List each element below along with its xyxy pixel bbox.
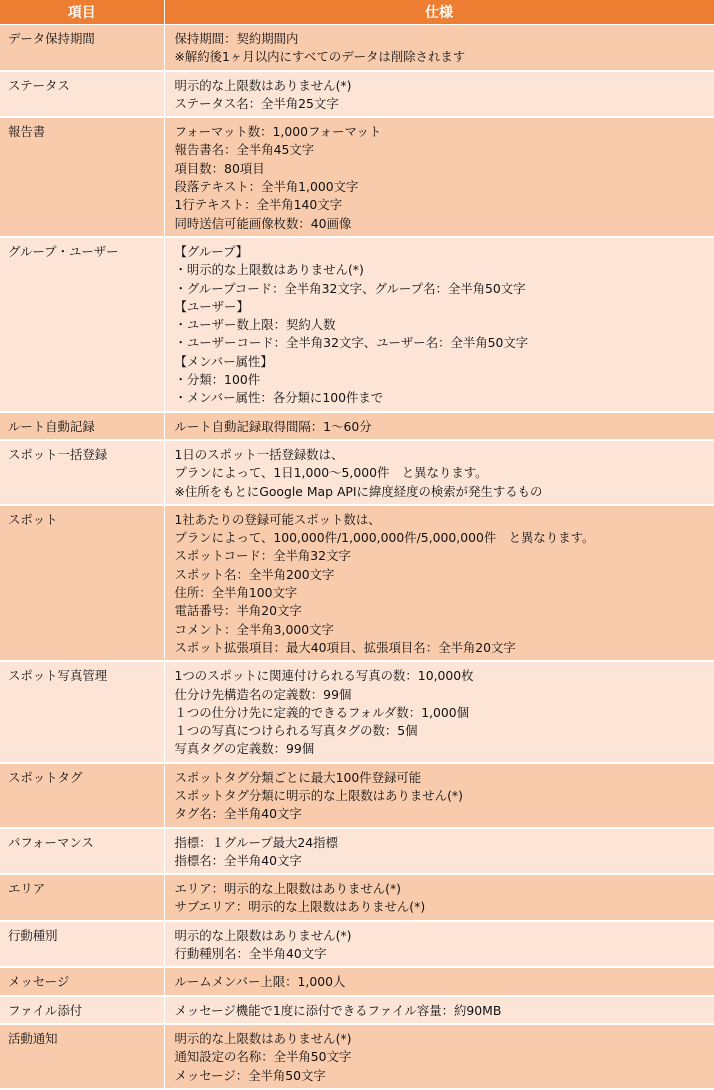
table-header-row [0, 0, 714, 25]
spec-line: コメント：全半角3,000文字 [174, 621, 334, 637]
spec-line: １つの写真につけられる写真タグの数：5個 [174, 723, 418, 739]
spec-line: プランによって、100,000件/1,000,000件/5,000,000件 と異なります。 [174, 530, 595, 546]
row-item-label: グループ・ユーザー [0, 237, 164, 412]
spec-line: プランによって、1日1,000〜5,000件 と異なります。 [174, 465, 488, 481]
spec-line: 段落テキスト：全半角1,000文字 [174, 179, 359, 195]
spec-line: 1行テキスト：全半角140文字 [174, 197, 343, 213]
spec-line: 写真タグの定義数：99個 [174, 741, 315, 757]
spec-line: メッセージ：全半角50文字 [174, 1067, 326, 1083]
spec-line: 仕分け先構造名の定義数：99個 [174, 686, 352, 702]
spec-line: スポットタグ分類に明示的な上限数はありません(*) [174, 787, 463, 803]
row-spec-cell [164, 237, 714, 412]
table-row [0, 996, 714, 1024]
row-spec-cell [164, 412, 714, 440]
spec-line: 指標：１グループ最大24指標 [174, 834, 338, 850]
table-row [0, 440, 714, 505]
spec-line: ステータス名：全半角25文字 [174, 95, 339, 111]
table-row [0, 874, 714, 921]
table-row [0, 71, 714, 118]
row-spec-cell [164, 921, 714, 968]
table-body [0, 25, 714, 1089]
table-row [0, 117, 714, 237]
spec-line: 1日のスポット一括登録数は、 [174, 446, 344, 462]
header-spec: 仕様 [164, 0, 714, 25]
table-row [0, 1024, 714, 1089]
row-item-label: ファイル添付 [0, 996, 164, 1024]
spec-line: 保持期間：契約期間内 [174, 31, 299, 46]
row-spec-cell [164, 25, 714, 71]
row-spec-cell [164, 505, 714, 661]
row-spec-cell [164, 1024, 714, 1089]
spec-line: 指標名：全半角40文字 [174, 852, 302, 868]
row-spec-cell [164, 967, 714, 995]
row-spec-cell [164, 117, 714, 237]
table-row [0, 505, 714, 661]
spec-line: スポットタグ分類ごとに最大100件登録可能 [174, 769, 422, 785]
spec-line: スポットコード：全半角32文字 [174, 548, 351, 564]
row-item-label: 行動種別 [0, 921, 164, 968]
spec-line: 【ユーザー】 [174, 298, 249, 314]
spec-line: ※解約後1ヶ月以内にすべてのデータは削除されます [174, 49, 466, 65]
row-spec-cell [164, 661, 714, 762]
spec-line: 通知設定の名称：全半角50文字 [174, 1049, 352, 1065]
row-spec-cell [164, 828, 714, 875]
row-item-label: ルート自動記録 [0, 412, 164, 440]
header-item: 項目 [0, 0, 164, 25]
spec-line: ルームメンバー上限：1,000人 [174, 974, 346, 990]
row-item-label: エリア [0, 874, 164, 921]
row-item-label: スポット [0, 505, 164, 661]
spec-line: 電話番号：半角20文字 [174, 603, 302, 619]
spec-line: 1つのスポットに関連付けられる写真の数：10,000枚 [174, 668, 474, 684]
row-item-label: 報告書 [0, 117, 164, 237]
spec-line: 行動種別名：全半角40文字 [174, 946, 327, 962]
row-item-label: パフォーマンス [0, 828, 164, 875]
table-row [0, 412, 714, 440]
row-item-label: スポット一括登録 [0, 440, 164, 505]
spec-line: タグ名：全半角40文字 [174, 806, 302, 822]
spec-line: ・グループコード：全半角32文字、グループ名：全半角50文字 [174, 280, 526, 296]
row-item-label: スポットタグ [0, 763, 164, 828]
table-row [0, 763, 714, 828]
table-row [0, 237, 714, 412]
spec-line: ・ユーザー数上限：契約人数 [174, 317, 336, 333]
row-item-label: データ保持期間 [0, 25, 164, 71]
row-item-label: 活動通知 [0, 1024, 164, 1089]
spec-line: ・ユーザーコード：全半角32文字、ユーザー名：全半角50文字 [174, 335, 529, 351]
row-spec-cell [164, 763, 714, 828]
row-spec-cell [164, 71, 714, 118]
table-row [0, 921, 714, 968]
spec-line: 1社あたりの登録可能スポット数は、 [174, 511, 381, 527]
spec-line: 報告書名：全半角45文字 [174, 142, 315, 158]
spec-line: 住所：全半角100文字 [174, 585, 298, 601]
spec-line: 明示的な上限数はありません(*) [174, 77, 352, 93]
spec-line: 同時送信可能画像枚数：40画像 [174, 215, 352, 231]
spec-line: ・メンバー属性：各分類に100件まで [174, 390, 384, 406]
spec-line: ・分類：100件 [174, 372, 261, 388]
table-row [0, 828, 714, 875]
spec-line: 【メンバー属性】 [174, 353, 273, 369]
table-row [0, 661, 714, 762]
table-row [0, 25, 714, 71]
spec-line: １つの仕分け先に定義的できるフォルダ数：1,000個 [174, 704, 470, 720]
table-row [0, 967, 714, 995]
row-item-label: ステータス [0, 71, 164, 118]
spec-line: 明示的な上限数はありません(*) [174, 1030, 352, 1046]
spec-line: サブエリア：明示的な上限数はありません(*) [174, 899, 426, 915]
row-spec-cell [164, 440, 714, 505]
spec-line: メッセージ機能で1度に添付できるファイル容量：約90MB [174, 1002, 502, 1018]
row-spec-cell [164, 874, 714, 921]
spec-line: ・明示的な上限数はありません(*) [174, 262, 364, 278]
spec-line: フォーマット数：1,000フォーマット [174, 124, 382, 140]
spec-line: エリア：明示的な上限数はありません(*) [174, 881, 402, 897]
spec-line: 項目数：80項目 [174, 160, 265, 176]
row-spec-cell [164, 996, 714, 1024]
row-item-label: スポット写真管理 [0, 661, 164, 762]
spec-line: 【グループ】 [174, 243, 248, 259]
row-item-label: メッセージ [0, 967, 164, 995]
spec-line: スポット名：全半角200文字 [174, 566, 335, 582]
spec-line: ※住所をもとにGoogle Map APIに緯度経度の検索が発生するもの [174, 483, 543, 499]
spec-line: ルート自動記録取得間隔：1〜60分 [174, 418, 372, 434]
spec-line: 明示的な上限数はありません(*) [174, 927, 352, 943]
spec-line: スポット拡張項目：最大40項目、拡張項目名：全半角20文字 [174, 639, 516, 655]
